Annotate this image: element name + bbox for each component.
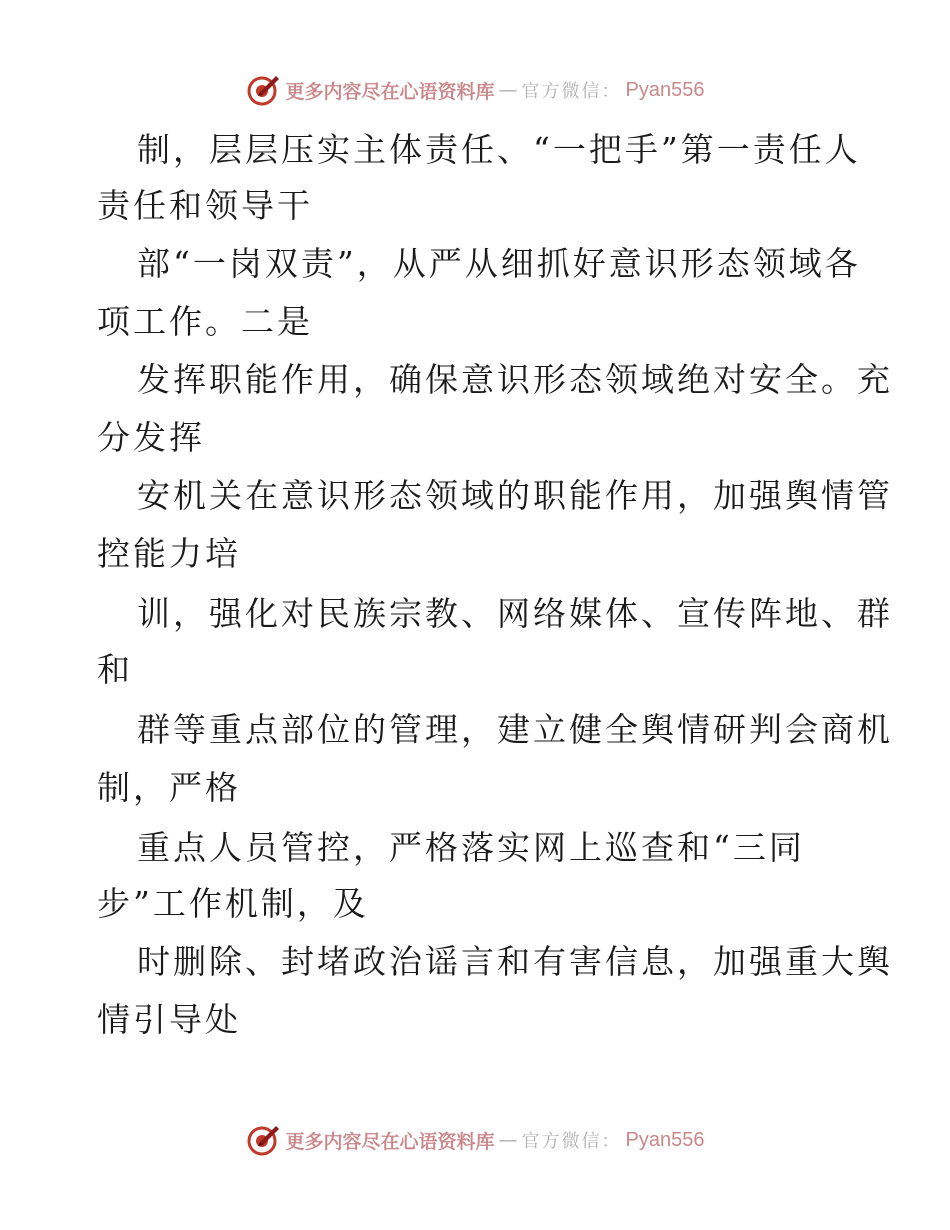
header-banner	[0, 70, 950, 110]
banner-contact-label: 官方微信：	[521, 1131, 622, 1152]
body-line: 情引导处	[97, 1000, 241, 1039]
body-line: 部“一岗双责”，从严从细抓好意识形态领域各	[137, 244, 861, 283]
brand-logo-icon	[246, 72, 282, 108]
footer-banner	[0, 1120, 950, 1160]
brand-logo-icon	[246, 1122, 282, 1158]
body-line: 责任和领导干	[97, 186, 313, 225]
banner-contact-label: 官方微信：	[521, 81, 622, 102]
banner-separator: —	[498, 79, 518, 101]
body-line: 步”工作机制，及	[97, 884, 369, 923]
body-line: 重点人员管控，严格落实网上巡查和“三同	[137, 828, 805, 867]
banner-brand-text: 更多内容尽在心语资料库	[285, 80, 495, 103]
banner-contact-id: Pyan556	[625, 1128, 705, 1151]
banner-contact-id: Pyan556	[625, 78, 705, 101]
body-line: 群等重点部位的管理，建立健全舆情研判会商机	[137, 710, 893, 749]
body-line: 制，严格	[97, 768, 241, 807]
body-line: 控能力培	[97, 534, 241, 573]
banner-brand-text: 更多内容尽在心语资料库	[285, 1130, 495, 1153]
body-line: 训，强化对民族宗教、网络媒体、宣传阵地、群	[137, 594, 893, 633]
body-line: 时删除、封堵政治谣言和有害信息，加强重大舆	[137, 942, 893, 981]
body-line: 分发挥	[97, 418, 205, 457]
body-line: 安机关在意识形态领域的职能作用，加强舆情管	[137, 476, 893, 515]
body-line: 和	[97, 650, 133, 689]
banner-separator: —	[498, 1129, 518, 1151]
body-line: 项工作。二是	[97, 302, 313, 341]
body-line: 制，层层压实主体责任、“一把手”第一责任人	[137, 130, 861, 169]
body-line: 发挥职能作用，确保意识形态领域绝对安全。充	[137, 360, 893, 399]
